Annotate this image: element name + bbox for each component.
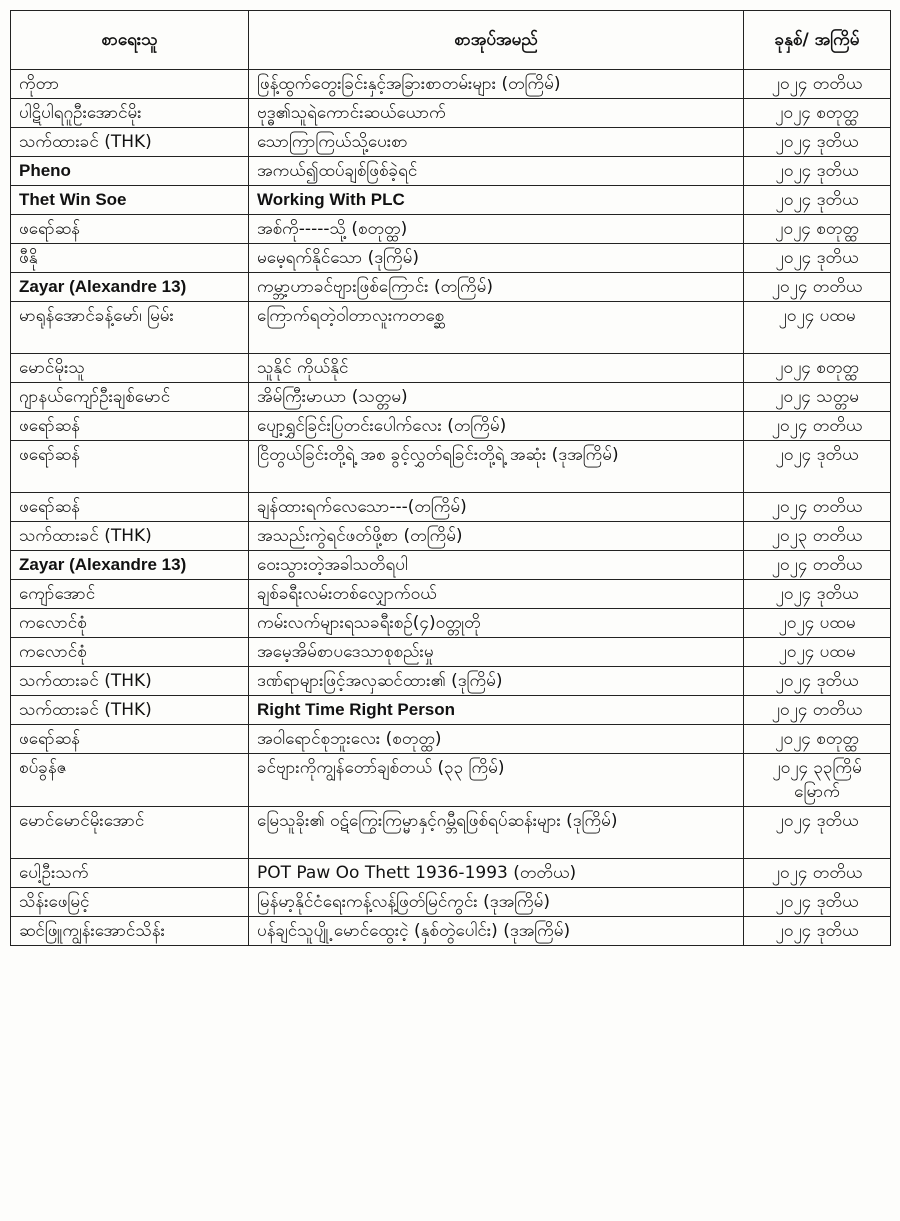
year-cell: ၂၀၂၄ ဒုတိယ <box>744 441 891 493</box>
author-cell: သက်ထားခင် (THK) <box>11 696 249 725</box>
author-cell: ဂျာနယ်ကျော်ဦးချစ်မောင် <box>11 383 249 412</box>
title-cell: Working With PLC <box>249 186 744 215</box>
year-cell: ၂၀၂၄ ဒုတိယ <box>744 917 891 946</box>
title-cell: သူနိုင် ကိုယ်နိုင် <box>249 354 744 383</box>
year-cell: ၂၀၂၄ ဒုတိယ <box>744 888 891 917</box>
header-row <box>11 11 891 70</box>
title-cell: မြေသူခိုး၏ ဝဋ်ကြွေးကြမ္မာနှင့်ဂမ္ဘီရဖြစ်ရပ်ဆန်းများ (ဒုကြိမ်) <box>249 807 744 859</box>
year-cell: ၂၀၂၄ တတိယ <box>744 551 891 580</box>
year-cell: ၂၀၂၄ ဒုတိယ <box>744 244 891 273</box>
author-cell: သက်ထားခင် (THK) <box>11 667 249 696</box>
title-cell: မမေ့ရက်နိုင်သော (ဒုကြိမ်) <box>249 244 744 273</box>
author-cell: ကျော်အောင် <box>11 580 249 609</box>
title-cell: အမေ့အိမ်စာပဒေသာစုစည်းမှု <box>249 638 744 667</box>
title-cell: ဝေးသွားတဲ့အခါသတိရပါ <box>249 551 744 580</box>
author-cell: ပါဋိပါရဂူဦးအောင်မိုး <box>11 99 249 128</box>
table-row <box>11 70 891 99</box>
year-cell: ၂၀၂၄ ဒုတိယ <box>744 157 891 186</box>
author-cell: ကလောင်စုံ <box>11 609 249 638</box>
year-cell: ၂၀၂၄ တတိယ <box>744 273 891 302</box>
title-cell: ပျော့ရွှင်ခြင်းပြတင်းပေါက်လေး (တကြိမ်) <box>249 412 744 441</box>
title-cell: ဗုဒ္ဓ၏သူရဲကောင်းဆယ်ယောက် <box>249 99 744 128</box>
title-cell: Right Time Right Person <box>249 696 744 725</box>
title-cell: ဒဏ်ရာများဖြင့်အလှဆင်ထား၏ (ဒုကြိမ်) <box>249 667 744 696</box>
title-cell: POT Paw Oo Thett 1936-1993 (တတိယ) <box>249 859 744 888</box>
table-row <box>11 609 891 638</box>
header-author: စာရေးသူ <box>11 11 249 70</box>
author-cell: ဖရော်ဆန် <box>11 725 249 754</box>
book-list-table <box>10 10 891 946</box>
author-cell: ဖရော်ဆန် <box>11 215 249 244</box>
table-row <box>11 696 891 725</box>
year-cell: ၂၀၂၄ ပထမ <box>744 302 891 354</box>
table-row <box>11 859 891 888</box>
table-row <box>11 354 891 383</box>
title-cell: အိမ်ကြီးမာယာ (သတ္တမ) <box>249 383 744 412</box>
author-cell: ကလောင်စုံ <box>11 638 249 667</box>
table-row <box>11 551 891 580</box>
year-cell: ၂၀၂၄ တတိယ <box>744 412 891 441</box>
year-cell: ၂၀၂၄ စတုတ္ထ <box>744 99 891 128</box>
table-row <box>11 807 891 859</box>
year-cell: ၂၀၂၄ ပထမ <box>744 609 891 638</box>
author-cell: Zayar (Alexandre 13) <box>11 551 249 580</box>
title-cell: အစ်ကို-----သို့ (စတုတ္ထ) <box>249 215 744 244</box>
year-cell: ၂၀၂၄ ဒုတိယ <box>744 580 891 609</box>
year-cell: ၂၀၂၄ တတိယ <box>744 859 891 888</box>
title-cell: မြန်မာ့နိုင်ငံရေးကန့်လန့်ဖြတ်မြင်ကွင်း (ဒုအကြိမ်) <box>249 888 744 917</box>
table-row <box>11 441 891 493</box>
author-cell: မောင်မိုးသူ <box>11 354 249 383</box>
year-cell: ၂၀၂၄ စတုတ္ထ <box>744 354 891 383</box>
table-row <box>11 638 891 667</box>
author-cell: ဖရော်ဆန် <box>11 441 249 493</box>
table-row <box>11 157 891 186</box>
table-row <box>11 580 891 609</box>
year-cell: ၂၀၂၄ တတိယ <box>744 696 891 725</box>
year-cell: ၂၀၂၄ တတိယ <box>744 70 891 99</box>
title-cell: ပန်ချင်သူပျို့ မောင်ထွေးငဲ့ (နှစ်တွဲပေါင်း) (ဒုအကြိမ်) <box>249 917 744 946</box>
year-cell: ၂၀၂၄ တတိယ <box>744 493 891 522</box>
author-cell: Pheno <box>11 157 249 186</box>
title-cell: အသည်းကွဲရင်ဖတ်ဖို့စာ (တကြိမ်) <box>249 522 744 551</box>
title-cell: ချစ်ခရီးလမ်းတစ်လျှောက်ဝယ် <box>249 580 744 609</box>
title-cell: ဖြန့်ထွက်တွေးခြင်းနှင့်အခြားစာတမ်းများ (တကြိမ်) <box>249 70 744 99</box>
table-row <box>11 215 891 244</box>
year-cell: ၂၀၂၄ သတ္တမ <box>744 383 891 412</box>
table-row <box>11 302 891 354</box>
year-cell: ၂၀၂၄ ၃၃ကြိမ်မြောက် <box>744 754 891 807</box>
year-cell: ၂၀၂၄ ဒုတိယ <box>744 186 891 215</box>
year-cell: ၂၀၂၄ စတုတ္ထ <box>744 215 891 244</box>
title-cell: ကမ်းလက်များရသခရီးစဉ်(၄)၀တ္တုတို <box>249 609 744 638</box>
year-cell: ၂၀၂၄ ဒုတိယ <box>744 807 891 859</box>
author-cell: စပ်ခွန်ဇ <box>11 754 249 807</box>
table-row <box>11 273 891 302</box>
table-row <box>11 412 891 441</box>
title-cell: သောကြာကြယ်သို့ပေးစာ <box>249 128 744 157</box>
table-row <box>11 522 891 551</box>
table-row <box>11 99 891 128</box>
title-cell: ချန်ထားရက်လေသော---(တကြိမ်) <box>249 493 744 522</box>
table-row <box>11 383 891 412</box>
author-cell: ဆင်ဖြူကျွန်းအောင်သိန်း <box>11 917 249 946</box>
table-row <box>11 917 891 946</box>
author-cell: ပေါ့ဦးသက် <box>11 859 249 888</box>
table-body <box>11 70 891 946</box>
title-cell: ကမ္ဘာ့ဟာခင်ဗျားဖြစ်ကြောင်း (တကြိမ်) <box>249 273 744 302</box>
author-cell: ဖရော်ဆန် <box>11 493 249 522</box>
author-cell: ဖီနို <box>11 244 249 273</box>
table-row <box>11 667 891 696</box>
author-cell: ဖရော်ဆန် <box>11 412 249 441</box>
author-cell: Thet Win Soe <box>11 186 249 215</box>
author-cell: သိန်းဖေမြင့် <box>11 888 249 917</box>
table-row <box>11 725 891 754</box>
author-cell: Zayar (Alexandre 13) <box>11 273 249 302</box>
author-cell: မာရုန်အောင်ခန့်မော်၊ မြမ်း <box>11 302 249 354</box>
year-cell: ၂၀၂၃ တတိယ <box>744 522 891 551</box>
year-cell: ၂၀၂၄ ဒုတိယ <box>744 128 891 157</box>
table-row <box>11 493 891 522</box>
table-row <box>11 888 891 917</box>
author-cell: မောင်မောင်မိုးအောင် <box>11 807 249 859</box>
title-cell: အဝါရောင်စုဘူးလေး (စတုတ္ထ) <box>249 725 744 754</box>
title-cell: အကယ်၍ထပ်ချစ်ဖြစ်ခဲ့ရင် <box>249 157 744 186</box>
table-header <box>11 11 891 70</box>
year-cell: ၂၀၂၄ စတုတ္ထ <box>744 725 891 754</box>
title-cell: ခင်ဗျားကိုကျွန်တော်ချစ်တယ် (၃၃ ကြိမ်) <box>249 754 744 807</box>
table-row <box>11 128 891 157</box>
header-year: ခုနှစ်/ အကြိမ် <box>744 11 891 70</box>
year-cell: ၂၀၂၄ ပထမ <box>744 638 891 667</box>
table-row <box>11 754 891 807</box>
author-cell: ကိုတာ <box>11 70 249 99</box>
title-cell: ငြိတွယ်ခြင်းတို့ရဲ့ အစ ခွင့်လွှတ်ရခြင်းတို့ရဲ့ အဆုံး (ဒုအကြိမ်) <box>249 441 744 493</box>
header-title: စာအုပ်အမည် <box>249 11 744 70</box>
author-cell: သက်ထားခင် (THK) <box>11 128 249 157</box>
table-row <box>11 244 891 273</box>
table-row <box>11 186 891 215</box>
author-cell: သက်ထားခင် (THK) <box>11 522 249 551</box>
title-cell: ကြောက်ရတဲ့ဝါတာလူးကတစ္ဆေ <box>249 302 744 354</box>
year-cell: ၂၀၂၄ ဒုတိယ <box>744 667 891 696</box>
